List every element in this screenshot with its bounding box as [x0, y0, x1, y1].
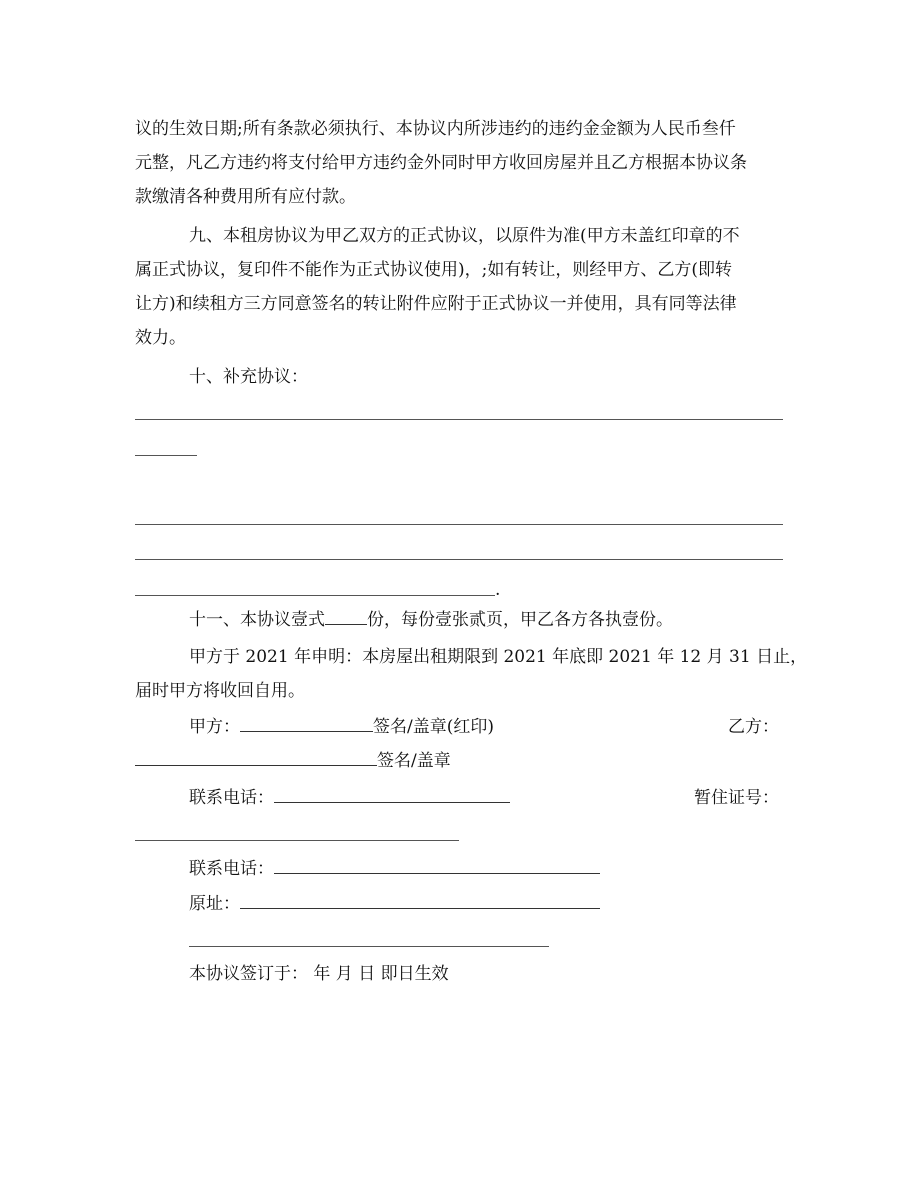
copies-blank[interactable] [325, 608, 367, 625]
declaration-line-1: 甲方于 2021 年申明：本房屋出租期限到 2021 年底即 2021 年 12 月 31 日止， [189, 647, 808, 667]
supplement-end-period: . [495, 580, 501, 600]
supplement-blank-line-2[interactable] [135, 455, 197, 456]
clause9-line-3: 让方)和续租方三方同意签名的转让附件应附于正式协议一并使用，具有同等法律 [135, 294, 737, 314]
phone-row-2 [189, 857, 600, 881]
supplement-blank-line-1[interactable] [135, 419, 783, 420]
clause9-line-4: 效力。 [135, 328, 186, 348]
party-b-label: 乙方： [728, 717, 779, 737]
party-a-row [189, 715, 494, 739]
temp-id-label: 暂住证号： [694, 788, 779, 808]
party-b-row [135, 749, 451, 773]
party-a-signature-blank[interactable] [240, 715, 373, 732]
temp-id-blank[interactable] [135, 840, 459, 841]
party-a-label: 甲方： [189, 717, 240, 737]
supplement-blank-line-5[interactable] [135, 595, 495, 596]
clause8-line-2: 元整，凡乙方违约将支付给甲方违约金外同时甲方收回房屋并且乙方根据本协议条 [135, 153, 747, 173]
address-row [189, 892, 600, 916]
supplement-blank-line-3[interactable] [135, 524, 783, 525]
sign-date: 本协议签订于： 年 月 日 即日生效 [189, 964, 449, 984]
clause8-line-1: 议的生效日期;所有条款必须执行、本协议内所涉违约的违约金金额为人民币叁仟 [135, 119, 736, 139]
party-a-sign-note: 签名/盖章(红印) [373, 717, 494, 737]
address-blank[interactable] [240, 892, 600, 909]
party-b-signature-blank[interactable] [135, 749, 377, 766]
supplement-blank-line-4[interactable] [135, 559, 783, 560]
address-label: 原址： [189, 894, 240, 914]
address-blank-2[interactable] [189, 946, 549, 947]
phone-blank[interactable] [274, 786, 510, 803]
clause11-text-before: 十一、本协议壹式 [189, 610, 325, 630]
declaration-line-2: 届时甲方将收回自用。 [135, 681, 305, 701]
clause9-line-2: 属正式协议，复印件不能作为正式协议使用)，;如有转让，则经甲方、乙方(即转 [135, 260, 732, 280]
clause10-title: 十、补充协议： [189, 367, 308, 387]
clause9-line-1: 九、本租房协议为甲乙双方的正式协议，以原件为准(甲方未盖红印章的不 [189, 226, 740, 246]
clause11 [189, 608, 673, 632]
phone-label: 联系电话： [189, 788, 274, 808]
phone-blank-2[interactable] [274, 857, 600, 874]
clause8-line-3: 款缴清各种费用所有应付款。 [135, 187, 356, 207]
phone-row [189, 786, 510, 810]
phone-label-2: 联系电话： [189, 859, 274, 879]
clause11-text-after: 份，每份壹张贰页，甲乙各方各执壹份。 [367, 610, 673, 630]
party-b-sign-note: 签名/盖章 [377, 751, 451, 771]
